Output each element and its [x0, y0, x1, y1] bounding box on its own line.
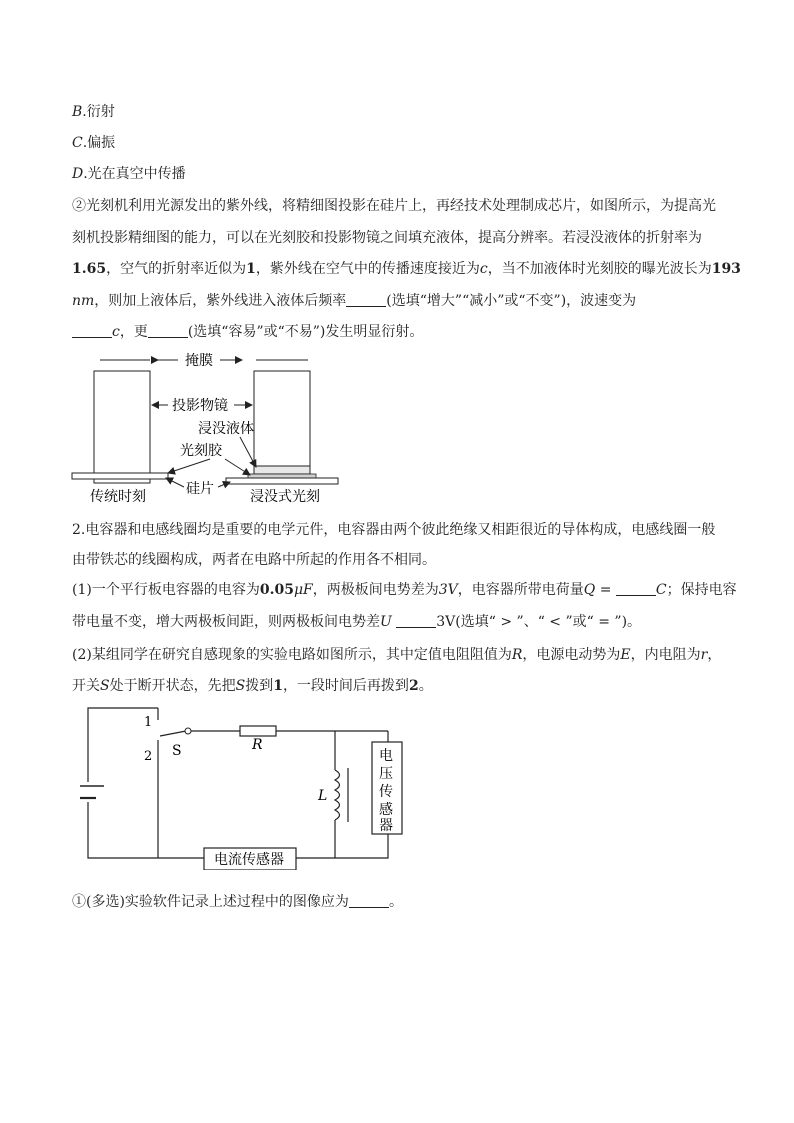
answer-blank: [148, 323, 188, 338]
q1-2-line5: c，更 (选填“容易”或“不易”)发生明显衍射。: [72, 322, 423, 342]
label-lens: 投影物镜: [172, 398, 228, 414]
circuit-figure: [80, 700, 410, 870]
contact-1-label: 1: [144, 715, 153, 730]
label-mask: 掩膜: [185, 353, 213, 369]
inductor-label: L: [318, 788, 328, 804]
switch-blade: [160, 731, 186, 736]
answer-blank: [349, 893, 389, 908]
q2-intro-line1: 2.电容器和电感线圈均是重要的电学元件，电容器由两个彼此绝缘又相距很近的导体构成，电感线圈一般: [72, 522, 716, 538]
answer-blank: [616, 581, 656, 596]
q2-part1-line2: 带电量不变，增大两极板间距，则两极板间电势差U 3V(选填“ > ”、“ < ”或“ = ”)。: [72, 614, 642, 630]
traditional-lens: [94, 371, 150, 483]
q2-part2-line1: (2)某组同学在研究自感现象的实验电路如图所示，其中定值电阻阻值为R，电源电动势为E，内电阻为r，: [72, 647, 722, 663]
label-resist: 光刻胶: [180, 443, 222, 459]
q2-part2-line2: 开关S处于断开状态，先把S拨到1，一段时间后再拨到2。: [72, 678, 433, 694]
answer-blank: [72, 323, 112, 338]
caption-immersion: 浸没式光刻: [250, 489, 320, 505]
q2-intro-line2: 由带铁芯的线圈构成，两者在电路中所起的作用各不相同。: [72, 552, 436, 568]
option-d: D.光在真空中传播: [72, 166, 186, 182]
resistor: [240, 726, 276, 736]
voltage-sensor-char: 压: [379, 766, 393, 782]
lithography-figure: [70, 345, 340, 505]
immersion-wafer: [226, 478, 338, 484]
voltage-sensor-char: 感: [379, 802, 393, 818]
resistor-label: R: [252, 737, 263, 753]
answer-blank: [396, 613, 436, 628]
switch-label: S: [172, 743, 182, 759]
inductor-coil: [335, 770, 340, 820]
traditional-wafer: [72, 473, 168, 479]
option-b: B.衍射: [72, 104, 115, 120]
option-c: C.偏振: [72, 135, 116, 151]
voltage-sensor-char: 传: [379, 784, 393, 800]
q1-2-line3: 1.65，空气的折射率近似为1，紫外线在空气中的传播速度接近为c，当不加液体时光刻胶的曝光波长为193: [72, 261, 741, 277]
switch-pivot: [185, 728, 191, 734]
q1-2-line1: ②光刻机利用光源发出的紫外线，将精细图投影在硅片上，再经技术处理制成芯片，如图所示，为提高光: [72, 198, 716, 214]
q2-sub1: ①(多选)实验软件记录上述过程中的图像应为 。: [72, 894, 403, 910]
voltage-sensor-char: 器: [379, 818, 393, 834]
q1-2-line4: nm，则加上液体后，紫外线进入液体后频率 (选填“增大”“减小”或“不变”)，波速变为: [72, 293, 637, 309]
contact-2-label: 2: [144, 749, 153, 764]
label-liquid: 浸没液体: [198, 421, 254, 437]
voltage-sensor-char: 电: [379, 748, 393, 764]
q1-2-line2: 刻机投影精细图的能力，可以在光刻胶和投影物镜之间填充液体，提高分辨率。若浸没液体的折射率为: [72, 230, 702, 246]
caption-traditional: 传统时刻: [90, 489, 146, 505]
label-silicon: 硅片: [186, 481, 214, 497]
q2-part1-line1: (1)一个平行板电容器的电容为0.05μF，两极板间电势差为3V，电容器所带电荷量Q = C；保持电容: [72, 582, 737, 598]
immersion-liquid: [254, 466, 310, 474]
answer-blank: [346, 292, 386, 307]
current-sensor-label: 电流传感器: [214, 852, 284, 868]
immersion-lens: [254, 371, 310, 466]
